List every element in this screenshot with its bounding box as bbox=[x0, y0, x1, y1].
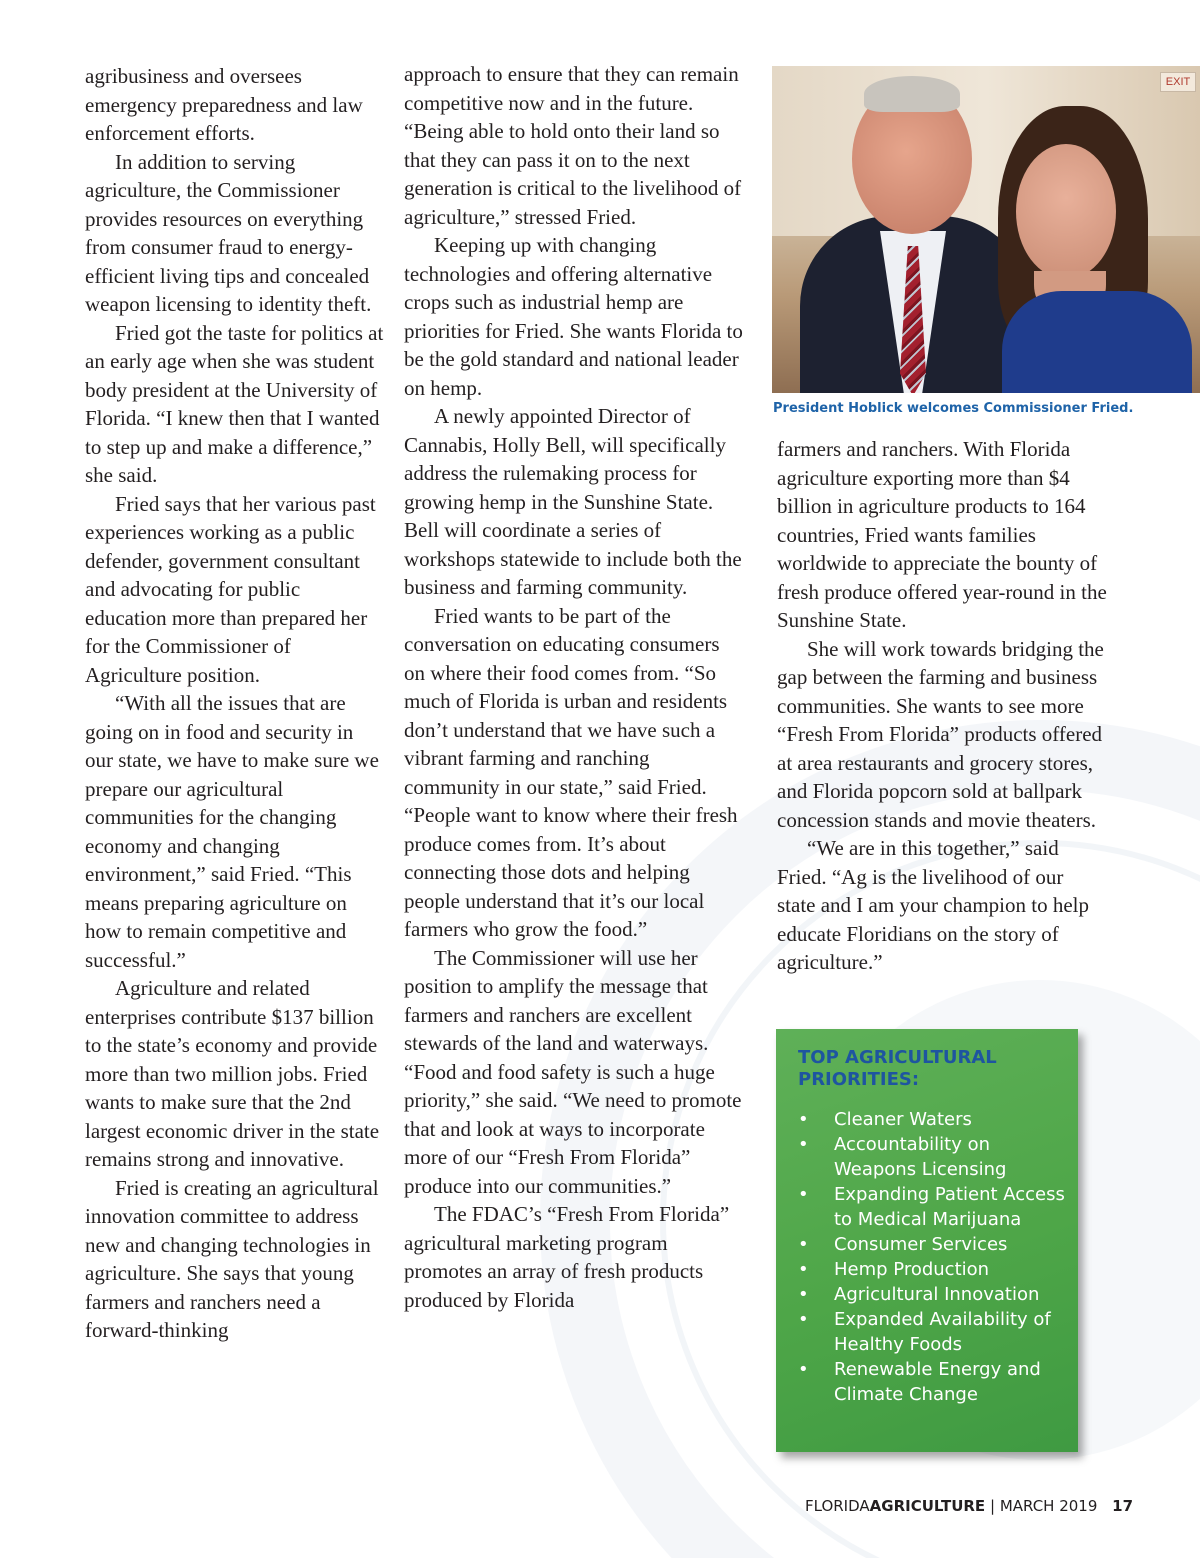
list-item-label: Cleaner Waters bbox=[834, 1109, 972, 1130]
article-column-3 bbox=[777, 435, 1107, 977]
bullet-icon: • bbox=[798, 1134, 809, 1155]
paragraph: “With all the issues that are going on in food and security in our state, we have to make sure we prepare our agricultural communities for the changing economy and changing environment,” said Fried. “This means preparing agriculture on how to remain competitive and successful.” bbox=[85, 691, 379, 972]
paragraph: Fried is creating an agricultural innovation committee to address new and changing technologies in agriculture. She says that young farmers and ranchers need a forward-thinking bbox=[85, 1175, 379, 1342]
list-item-label: Accountability on Weapons Licensing bbox=[834, 1134, 1007, 1180]
list-item-label: Renewable Energy and Climate Change bbox=[834, 1359, 1041, 1405]
list-item bbox=[798, 1132, 1068, 1182]
photo-caption: President Hoblick welcomes Commissioner Fried. bbox=[773, 401, 1134, 416]
list-item bbox=[798, 1307, 1068, 1357]
list-item bbox=[798, 1357, 1068, 1407]
bullet-icon: • bbox=[798, 1259, 809, 1280]
paragraph: “We are in this together,” said Fried. “Ag is the livelihood of our state and I am your champion to help educate Floridians on the story of agriculture.” bbox=[777, 836, 1089, 974]
list-item bbox=[798, 1232, 1068, 1257]
list-item bbox=[798, 1107, 1068, 1132]
list-item-label: Expanded Availability of Healthy Foods bbox=[834, 1309, 1051, 1355]
paragraph: Agriculture and related enterprises contribute $137 billion to the state’s economy and provide more than two million jobs. Fried wants to make sure that the 2nd largest economic driver in the state remains strong and innovative. bbox=[85, 976, 380, 1171]
paragraph: Fried got the taste for politics at an early age when she was student body president at the University of Florida. “I knew then that I wanted to step up and make a difference,” she said. bbox=[85, 320, 384, 487]
paragraph: A newly appointed Director of Cannabis, Holly Bell, will specifically address the rulemaking process for growing hemp in the Sunshine State. Bell will coordinate a series of workshops statewide to include both the business and farming community. bbox=[404, 404, 742, 599]
paragraph: Fried says that her various past experiences working as a public defender, government consultant and advocating for public education more than prepared her for the Commissioner of Agriculture position. bbox=[85, 491, 376, 687]
bullet-icon: • bbox=[798, 1109, 809, 1130]
exit-sign: EXIT bbox=[1160, 72, 1196, 92]
bullet-icon: • bbox=[798, 1234, 809, 1255]
bullet-icon: • bbox=[798, 1284, 809, 1305]
list-item-label: Hemp Production bbox=[834, 1259, 990, 1280]
list-item-label: Agricultural Innovation bbox=[834, 1284, 1040, 1305]
page-number: 17 bbox=[1112, 1497, 1134, 1515]
sidebar-title: TOP AGRICULTURAL PRIORITIES: bbox=[798, 1047, 997, 1090]
list-item-label: Expanding Patient Access to Medical Marijuana bbox=[834, 1184, 1065, 1230]
paragraph: The Commissioner will use her position to amplify the message that farmers and ranchers are excellent stewards of the land and waterways. “Food and food safety is such a huge priority,” she said. “We need to promote that and look at ways to incorporate more of our “Fresh From Florida” produce into our communities.” bbox=[404, 945, 742, 1198]
bullet-icon: • bbox=[798, 1309, 809, 1330]
magazine-name-light: FLORIDA bbox=[805, 1497, 870, 1515]
article-column-2 bbox=[404, 60, 744, 1314]
photo-hoblick-and-fried bbox=[772, 66, 1200, 393]
paragraph: farmers and ranchers. With Florida agriculture exporting more than $4 billion in agriculture products to 164 countries, Fried wants families worldwide to appreciate the bounty of fresh produce offered year-round in the Sunshine State. bbox=[777, 437, 1107, 632]
photo-woman-dress bbox=[1002, 291, 1192, 393]
list-item bbox=[798, 1282, 1068, 1307]
priorities-sidebar bbox=[776, 1029, 1078, 1452]
photo-woman-face bbox=[1016, 144, 1116, 279]
page-footer bbox=[805, 1497, 1150, 1515]
paragraph: approach to ensure that they can remain competitive now and in the future. “Being able to hold onto their land so that they can pass it on to the next generation is critical to the livelihood of agriculture,” stressed Fried. bbox=[404, 62, 742, 229]
article-column-1 bbox=[85, 62, 385, 1345]
bullet-icon: • bbox=[798, 1359, 809, 1380]
list-item bbox=[798, 1257, 1068, 1282]
paragraph: The FDAC’s “Fresh From Florida” agricultural marketing program promotes an array of fresh products produced by Florida bbox=[404, 1202, 730, 1312]
photo-man-hair bbox=[864, 76, 960, 112]
magazine-name-bold: AGRICULTURE bbox=[869, 1497, 986, 1515]
paragraph: Keeping up with changing technologies and offering alternative crops such as industrial hemp are priorities for Fried. She wants Florida to be the gold standard and national leader on hemp. bbox=[404, 233, 743, 400]
bullet-icon: • bbox=[798, 1184, 809, 1205]
list-item-label: Consumer Services bbox=[834, 1234, 1008, 1255]
list-item bbox=[798, 1182, 1068, 1232]
issue-date: MARCH 2019 bbox=[999, 1497, 1098, 1515]
paragraph: agribusiness and oversees emergency preparedness and law enforcement efforts. bbox=[85, 64, 363, 145]
paragraph: In addition to serving agriculture, the Commissioner provides resources on everything from consumer fraud to energy-efficient living tips and concealed weapon licensing to identity theft. bbox=[85, 149, 372, 316]
paragraph: Fried wants to be part of the conversation on educating consumers on where their food comes from. “So much of Florida is urban and residents don’t understand that we have such a vibrant farming and ranching community in our state,” said Fried. “People want to know where their fresh produce comes from. It’s about connecting those dots and helping people understand that it’s our local farmers who grow the food.” bbox=[404, 603, 738, 941]
priorities-list bbox=[798, 1107, 1068, 1407]
paragraph: She will work towards bridging the gap between the farming and business communities. She wants to see more “Fresh From Florida” products offered at area restaurants and grocery stores, and Florida popcorn sold at ballpark concession stands and movie theaters. bbox=[777, 636, 1104, 832]
footer-separator: | bbox=[989, 1497, 996, 1515]
